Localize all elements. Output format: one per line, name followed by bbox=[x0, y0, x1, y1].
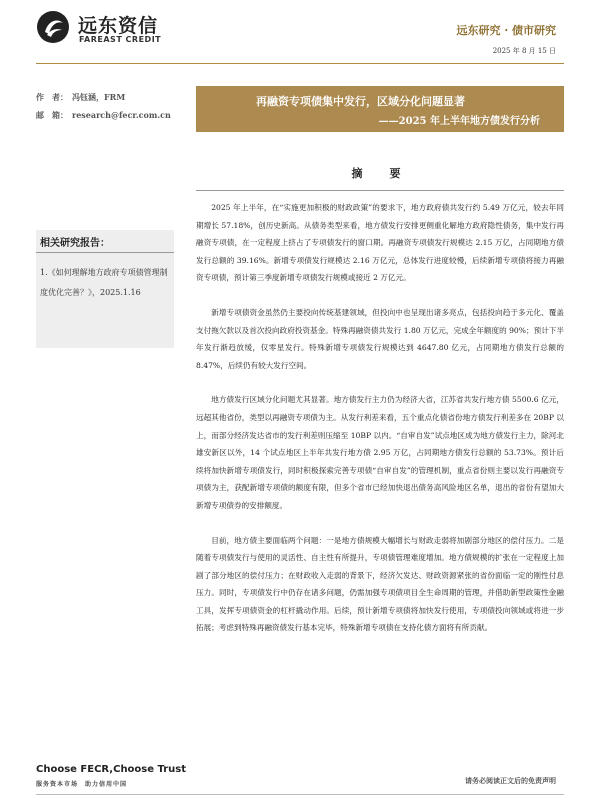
abstract-paragraph-4: 目前，地方债主要面临两个问题：一是地方债规模大幅增长与财政走弱将加剧部分地区的偿付压力。二是随着专项债发行与使用的灵活性、自主性有所提升，专项债管理难度增加。地方债规模的扩张在一定程度上加剧了部分地区的偿付压力；在财政收入走弱的背景下，经济欠发达、财政资源紧张的省份面临一定的刚性付息压力。同时，专项债发行中仍存在诸多问题，仍需加强专项债项目全生命周期的管理，并借助新型政策性金融工具，发挥专项债资金的杠杆撬动作用。后续，预计新增专项债将加快发行使用，专项债投向领域或将进一步拓展；考虑到特殊再融资债发行基本完毕，特殊新增专项债在支持化债方面将有所贡献。 bbox=[196, 535, 564, 633]
abstract-paragraph-2: 新增专项债资金虽然仍主要投向传统基建领域，但投向中也呈现出诸多亮点，包括投向趋于多元化、覆盖支付拖欠款以及首次投向政府投资基金。特殊再融资债共发行 1.80 万亿元，完成全年额度的 90%；预计下半年发行渐趋放缓，仅零星发行。特殊新增专项债发行规模达到 4647.80 亿元，占同期地方债发行总额的 8.47%，后续仍有较大发行空间。 bbox=[196, 307, 564, 370]
footer-slogan: Choose FECR,Choose Trust bbox=[36, 764, 187, 775]
footer-divider bbox=[36, 794, 564, 795]
fareast-logo-icon bbox=[36, 10, 70, 44]
email-line bbox=[36, 110, 171, 121]
abstract-paragraph-3: 地方债发行区域分化问题尤其显著。地方债发行主力仍为经济大省，江苏省共发行地方债 5500.6 亿元，远超其他省份，类型以再融资专项债为主。从发行利差来看，五个重点化债省份地方债发行利差多在 20BP 以上，而部分经济发达省市的发行利差则压缩至 10BP 以内。“自审自发”试点地区成为地方债发行主力，除河北雄安新区以外，14 个试点地区上半年共发行地方债 2.95 万亿，占同期地方债发行总额的 53.73%。预计后续将加快新增专项债发行，同时积极探索完善专项债“自审自发”的管理机制，重点省份则主要以发行再融资专项债为主，获配新增专项债的额度有限，但多个省市已经加快退出债务高风险地区名单，退出的省份有望加大新增专项债券的安排额度。 bbox=[196, 395, 564, 510]
report-series: 远东研究 · 债市研究 bbox=[456, 24, 556, 37]
report-date: 2025 年 8 月 15 日 bbox=[492, 47, 556, 55]
abstract-paragraph-1: 2025 年上半年，在“实施更加积极的财政政策”的要求下，地方政府债共发行约 5.49 万亿元，较去年同期增长 57.18%，创历史新高。从债务类型来看，地方债发行安排更侧重化解地方政府隐性债务，集中发行再融资专项债，在一定程度上挤占了专项债发行的窗口期。再融资专项债发行规模达 2.15 万亿，占同期地方债发行总额的 39.16%。新增专项债发行规模达 2.16 万亿元，总体发行进度较慢，后续新增专项债将接力再融资专项债，预计第三季度新增专项债发行规模或接近 2 万亿元。 bbox=[196, 203, 564, 283]
related-reports-panel bbox=[36, 230, 174, 348]
email-label: 邮 箱： bbox=[36, 110, 68, 120]
related-reports-title: 相关研究报告： bbox=[40, 238, 110, 249]
title-banner bbox=[196, 86, 564, 132]
author-label: 作 者： bbox=[36, 92, 68, 102]
abstract-body bbox=[196, 199, 564, 654]
author-line bbox=[36, 92, 125, 103]
report-subtitle: ——2025 年上半年地方债发行分析 bbox=[378, 116, 540, 127]
company-name-cn: 远东资信 bbox=[78, 15, 159, 37]
report-title: 再融资专项债集中发行，区域分化问题显著 bbox=[256, 95, 465, 108]
abstract-heading: 摘 要 bbox=[351, 167, 409, 180]
abstract-divider bbox=[196, 190, 564, 191]
footer-disclaimer: 请务必阅读正文后的免责声明 bbox=[465, 776, 556, 785]
related-report-item[interactable]: 1.《如何理解地方政府专项债管理制度优化完善？》，2025.1.16 bbox=[40, 268, 168, 297]
footer-subslogan: 服务资本市场 助力信用中国 bbox=[36, 781, 128, 788]
related-reports-divider bbox=[36, 252, 174, 253]
company-logo bbox=[36, 10, 246, 50]
author-value: 冯钰涵，FRM bbox=[72, 92, 126, 102]
email-value[interactable]: research@fecr.com.cn bbox=[72, 110, 171, 120]
header-divider bbox=[36, 63, 564, 64]
company-name-en: FAREAST CREDIT bbox=[79, 35, 162, 44]
